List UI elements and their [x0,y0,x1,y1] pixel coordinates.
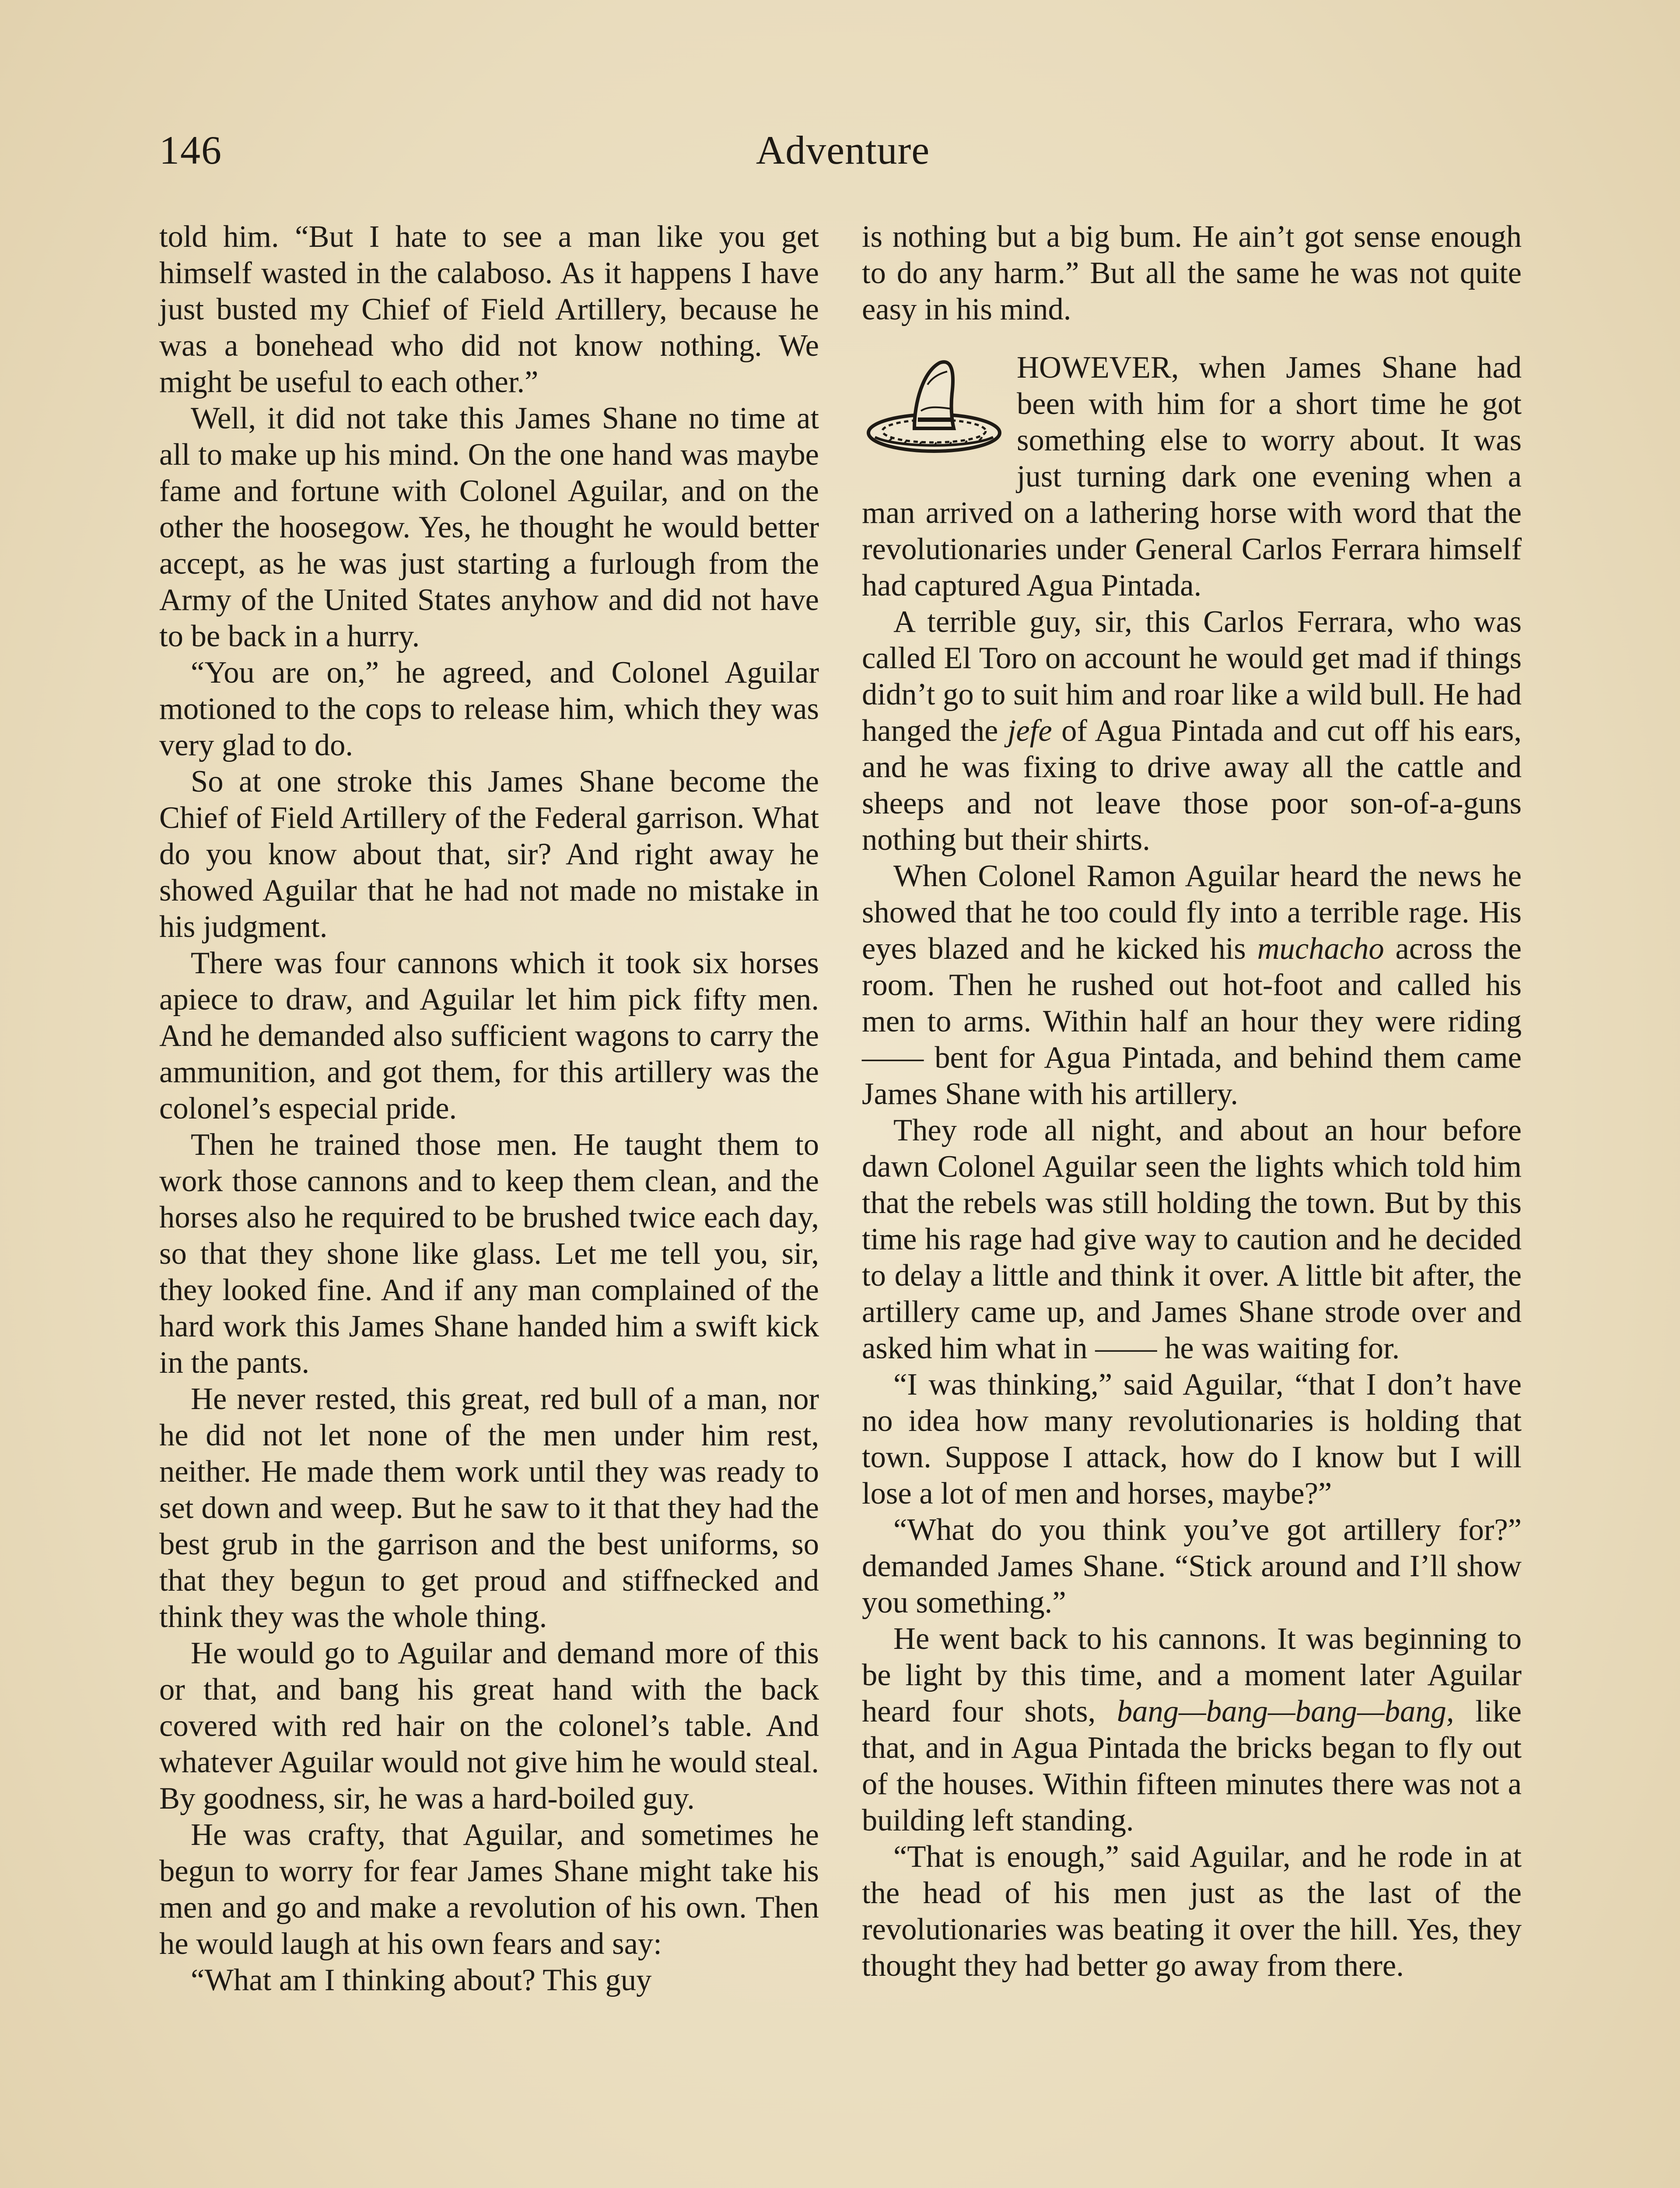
italic-word: jefe [1007,714,1052,748]
paragraph: So at one stroke this James Shane become the Chief of Field Artillery of the Federal garrison. What do you know about that, sir? And right away he showed Aguilar that he had not made no mistake in his judgment. [159,764,819,944]
paragraph: Well, it did not take this James Shane no time at all to make up his mind. On the one hand was maybe fame and fortune with Colonel Aguilar, and on the other the hoosegow. Yes, he thought he would better accept, as he was just starting a furlough from the Army of the United States anyhow and did not have to be back in a hurry. [159,401,819,653]
italic-word: muchacho [1257,932,1384,966]
italic-words: bang—bang—bang—bang, [1116,1694,1454,1729]
paragraph: “That is enough,” said Aguilar, and he rode in at the head of his men just as the last of the revolutionaries was beating it over the hill. Yes, they thought they had better go away from there. [862,1840,1522,1983]
section-first-paragraph: HOWEVER, when James Shane had been with him for a short time he got something else to worry about. It was just turning dark one evening when a man arrived on a lathering horse with word that the revolutionaries under General Carlos Ferrara himself had captured Agua Pintada. [862,351,1522,603]
paragraph: A terrible guy, sir, this Carlos Ferrara, who was called El Toro on account he would get mad if things didn’t go to suit him and roar like a wild bull. He had hanged the jefe of Agua Pintada and cut off his ears, and he was fixing to drive away all the cattle and sheeps and not leave those poor son-of-a-guns nothing but their shirts. [862,605,1522,857]
paragraph: He went back to his cannons. It was beginning to be light by this time, and a moment later Aguilar heard four shots, bang—bang—bang—bang, like that, and in Agua Pintada the bricks began to fly out of the houses. Within fifteen minutes there was not a building left standing. [862,1622,1522,1837]
left-column [159,219,819,1999]
paragraph: He would go to Aguilar and demand more of this or that, and bang his great hand with the back covered with red hair on the colonel’s table. And whatever Aguilar would not give him he would steal. By goodness, sir, he was a hard-boiled guy. [159,1636,819,1816]
right-column [862,219,1522,1984]
page-number: 146 [159,128,222,172]
paragraph: When Colonel Ramon Aguilar heard the news he showed that he too could fly into a terrible rage. His eyes blazed and he kicked his muchacho across the room. Then he rushed out hot-foot and called his men to arms. Within half an hour they were riding —— bent for Agua Pintada, and behind them came James Shane with his artillery. [862,859,1522,1111]
paragraph: “What am I thinking about? This guy [191,1963,652,1997]
paragraph: is nothing but a big bum. He ain’t got sense enough to do any harm.” But all the same he was not quite easy in his mind. [862,220,1522,326]
sombrero-icon [862,354,1006,463]
paragraph: They rode all night, and about an hour before dawn Colonel Aguilar seen the lights which told him that the rebels was still holding the town. But by this time his rage had give way to caution and he decided to delay a little and think it over. A little bit after, the artillery came up, and James Shane strode over and asked him what in —— he was waiting for. [862,1113,1522,1365]
paragraph: He was crafty, that Aguilar, and sometimes he begun to worry for fear James Shane might take his men and go and make a revolution of his own. Then he would laugh at his own fears and say: [159,1818,819,1961]
paragraph: “I was thinking,” said Aguilar, “that I don’t have no idea how many revolutionaries is holding that town. Suppose I attack, how do I know but I will lose a lot of men and horses, maybe?” [862,1368,1522,1511]
paragraph: “You are on,” he agreed, and Colonel Aguilar motioned to the cops to release him, which they was very glad to do. [159,656,819,762]
running-head-title: Adventure [756,128,930,172]
paragraph: There was four cannons which it took six horses apiece to draw, and Aguilar let him pick fifty men. And he demanded also sufficient wagons to carry the ammunition, and got them, for this artillery was the colonel’s especial pride. [159,946,819,1126]
paragraph: told him. “But I hate to see a man like you get himself wasted in the calaboso. As it happens I have just busted my Chief of Field Artillery, because he was a bonehead who did not know nothing. We might be useful to each other.” [159,220,819,399]
page-header [159,127,1526,184]
paragraph: “What do you think you’ve got artillery for?” demanded James Shane. “Stick around and I’ll show you something.” [862,1513,1522,1620]
paragraph: Then he trained those men. He taught them to work those cannons and to keep them clean, and the horses also he required to be brushed twice each day, so that they shone like glass. Let me tell you, sir, they looked fine. And if any man complained of the hard work this James Shane handed him a swift kick in the pants. [159,1128,819,1380]
paragraph: He never rested, this great, red bull of a man, nor he did not let none of the men under him rest, neither. He made them work until they was ready to set down and weep. But he saw to it that they had the best grub in the garrison and the best uniforms, so that they begun to get proud and stiffnecked and think they was the whole thing. [159,1382,819,1634]
section-opening [862,350,1522,604]
section-break [862,328,1522,350]
